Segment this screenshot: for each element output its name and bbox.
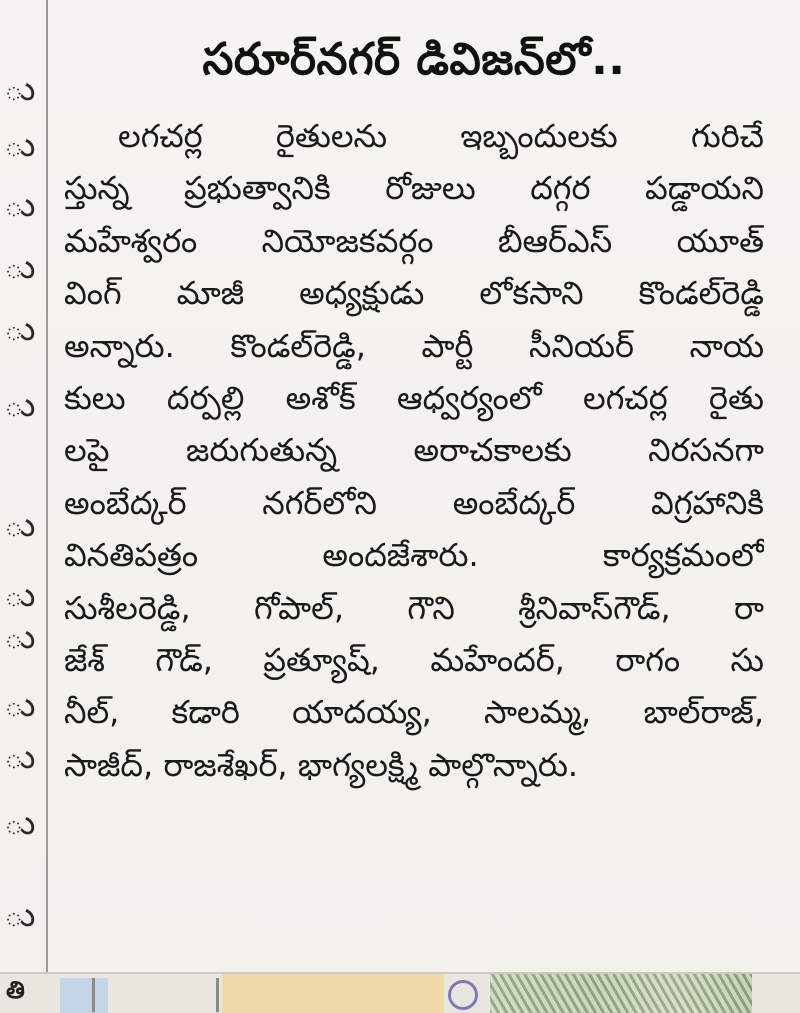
cropped-text-fragment: తి [6,976,25,1004]
cropped-graphic [60,978,108,1013]
body-line: సుశీలరెడ్డి, గోపాల్, గౌని శ్రీనివాస్‌గౌడ్, రా [64,588,764,627]
cropped-glyph: ు [4,737,36,777]
news-article [64,20,764,791]
body-line: లగచర్ల రైతులను ఇబ్బందులకు గురిచే [118,117,764,155]
body-line: వినతిపత్రం అందజేశారు. కార్యక్రమంలో [64,536,764,575]
cropped-glyph: ు [4,125,36,165]
body-line: నీల్, కడారి యాదయ్య, సాలమ్మ, బాల్‌రాజ్, [64,693,764,732]
body-line: వింగ్ మాజీ అధ్యక్షుడు లోకసాని కొండల్‌రెడ్డి [64,274,764,313]
body-line: సాజీద్, రాజశేఖర్, భాగ్యలక్ష్మి పాల్గొన్నారు. [64,745,579,784]
cropped-glyph: ు [4,575,36,615]
cropped-glyph: ు [4,803,36,843]
cropped-glyph: ు [4,895,36,935]
divider-mark [92,978,95,1012]
body-line: జేశ్ గౌడ్, ప్రత్యూష్, మహేందర్, రాగం సు [64,640,764,679]
body-line: మహేశ్వరం నియోజకవర్గం బీఆర్ఎస్ యూత్ [64,221,764,260]
article-headline: సరూర్‌నగర్ డివిజన్‌లో.. [202,34,626,85]
cropped-glyph: ు [4,685,36,725]
cropped-photo [490,974,752,1013]
cropped-glyph: ు [4,385,36,425]
cropped-glyph: ు [4,309,36,349]
body-line: అంబేద్కర్ నగర్‌లోని అంబేద్కర్ విగ్రహానికి [64,483,764,522]
cropped-glyph: ు [4,505,36,545]
cropped-glyph: ు [4,69,36,109]
cropped-glyph: ు [4,617,36,657]
cropped-glyph: ు [4,247,36,287]
circle-logo-icon [448,980,478,1010]
cropped-graphic [222,974,444,1013]
body-line: లపై జరుగుతున్న అరాచకాలకు నిరసనగా [64,431,764,470]
article-body [64,110,764,791]
column-divider [46,0,48,972]
body-line: కులు దర్పల్లి అశోక్ ఆధ్వర్యంలో లగచర్ల రైతు [64,378,764,417]
next-article-edge [0,972,800,1013]
divider-mark [216,978,219,1012]
cropped-glyph: ు [4,185,36,225]
body-line: స్తున్న ప్రభుత్వానికి రోజులు దగ్గర పడ్డాయని [64,169,764,208]
adjacent-column-fragment [0,0,40,960]
body-line: అన్నారు. కొండల్‌రెడ్డి, పార్టీ సీనియర్ నాయ [64,326,764,365]
